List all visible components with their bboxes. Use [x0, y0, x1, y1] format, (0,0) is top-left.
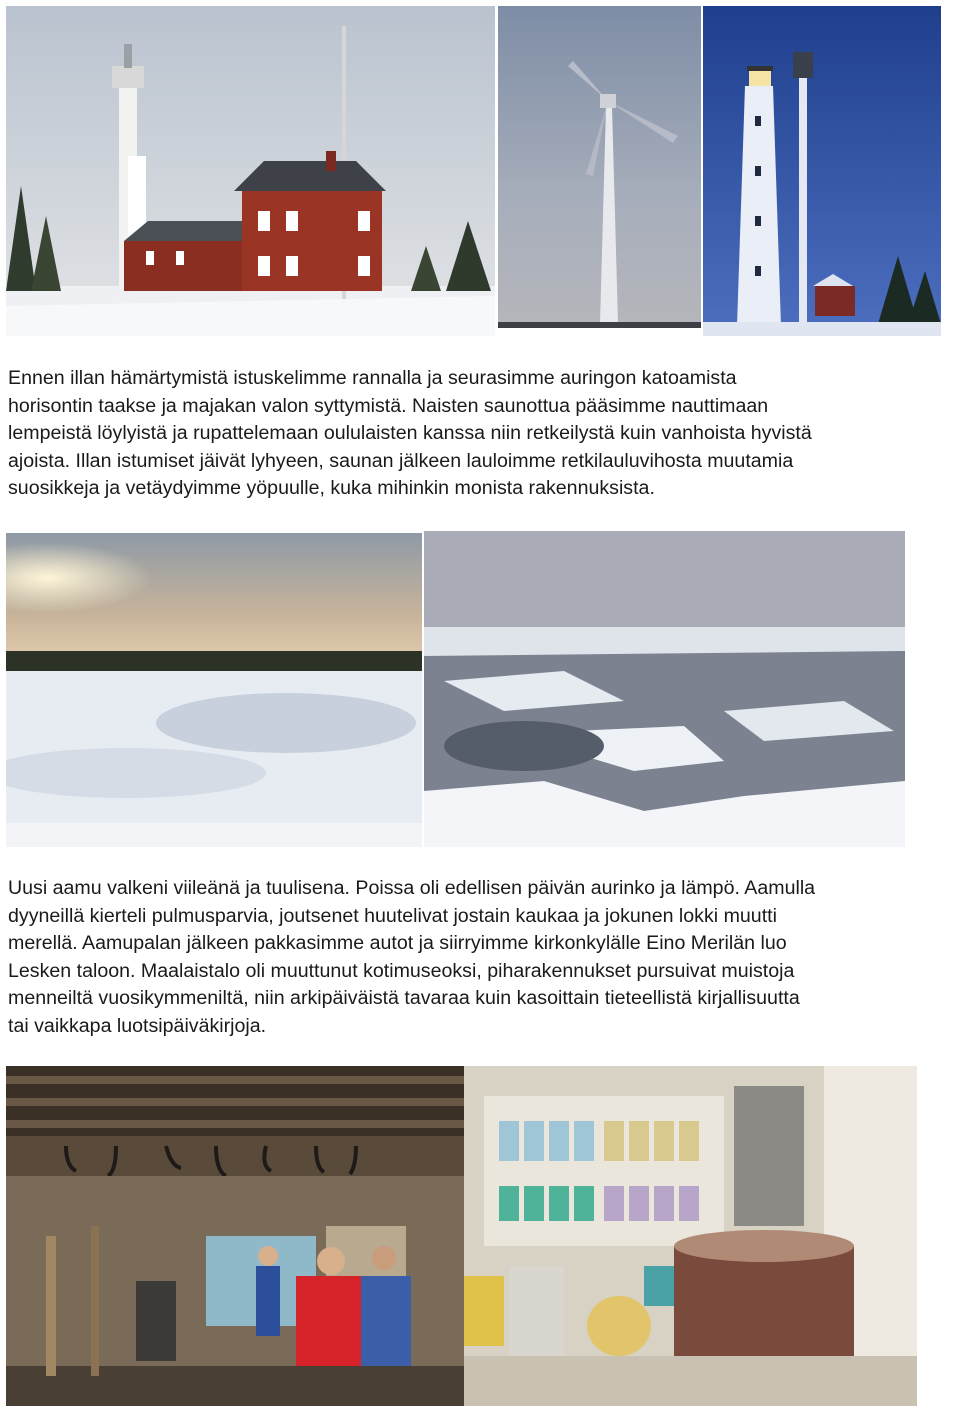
photo-frozen-sea — [424, 531, 905, 847]
paragraph-line: Lesken taloon. Maalaistalo oli muuttunut kotimuseoksi, piharakennukset pursuivat muistoja — [8, 959, 795, 982]
paragraph-line: ajoista. Illan istumiset jäivät lyhyeen, saunan jälkeen lauloimme retkilauluvihosta muutamia — [8, 449, 794, 472]
paragraph-line: horisontin taakse ja majakan valon syttymistä. Naisten saunottua pääsimme nauttimaan — [8, 394, 769, 417]
photo-museum-tools-shed — [6, 1066, 464, 1406]
paragraph-line: merellä. Aamupalan jälkeen pakkasimme autot ja siirryimme kirkonkylälle Eino Merilän luo — [8, 932, 787, 954]
paragraph-line: lempeistä löylyistä ja rupattelemaan oululaisten kanssa niin retkeilystä kuin vanhoista hyvistä — [8, 422, 812, 444]
photo-snowy-sunset — [6, 533, 422, 847]
paragraph-evening — [8, 365, 958, 503]
paragraph-morning — [8, 875, 958, 1040]
photo-lighthouse-station — [6, 6, 495, 336]
photo-museum-storage-room — [464, 1066, 917, 1406]
paragraph-line: menneiltä vuosikymmeniltä, niin arkipäiväistä tavaraa kuin kasoittain tieteellistä kirjallisuutta — [8, 987, 800, 1009]
paragraph-line: dyyneillä kierteli pulmusparvia, joutsenet huutelivat jostain kaukaa ja jokunen lokki muutti — [8, 904, 777, 927]
paragraph-line: Ennen illan hämärtymistä istuskelimme rannalla ja seurasimme auringon katoamista — [8, 367, 737, 389]
paragraph-line: suosikkeja ja vetäydyimme yöpuulle, kuka mihinkin monista rakennuksista. — [8, 477, 655, 499]
paragraph-line: tai vaikkapa luotsipäiväkirjoja. — [8, 1014, 267, 1037]
photo-lighthouse-dusk — [703, 6, 941, 336]
photo-wind-turbine — [498, 6, 701, 328]
paragraph-line: Uusi aamu valkeni viileänä ja tuulisena. Poissa oli edellisen päivän aurinko ja lämpö. Aamulla — [8, 877, 816, 899]
